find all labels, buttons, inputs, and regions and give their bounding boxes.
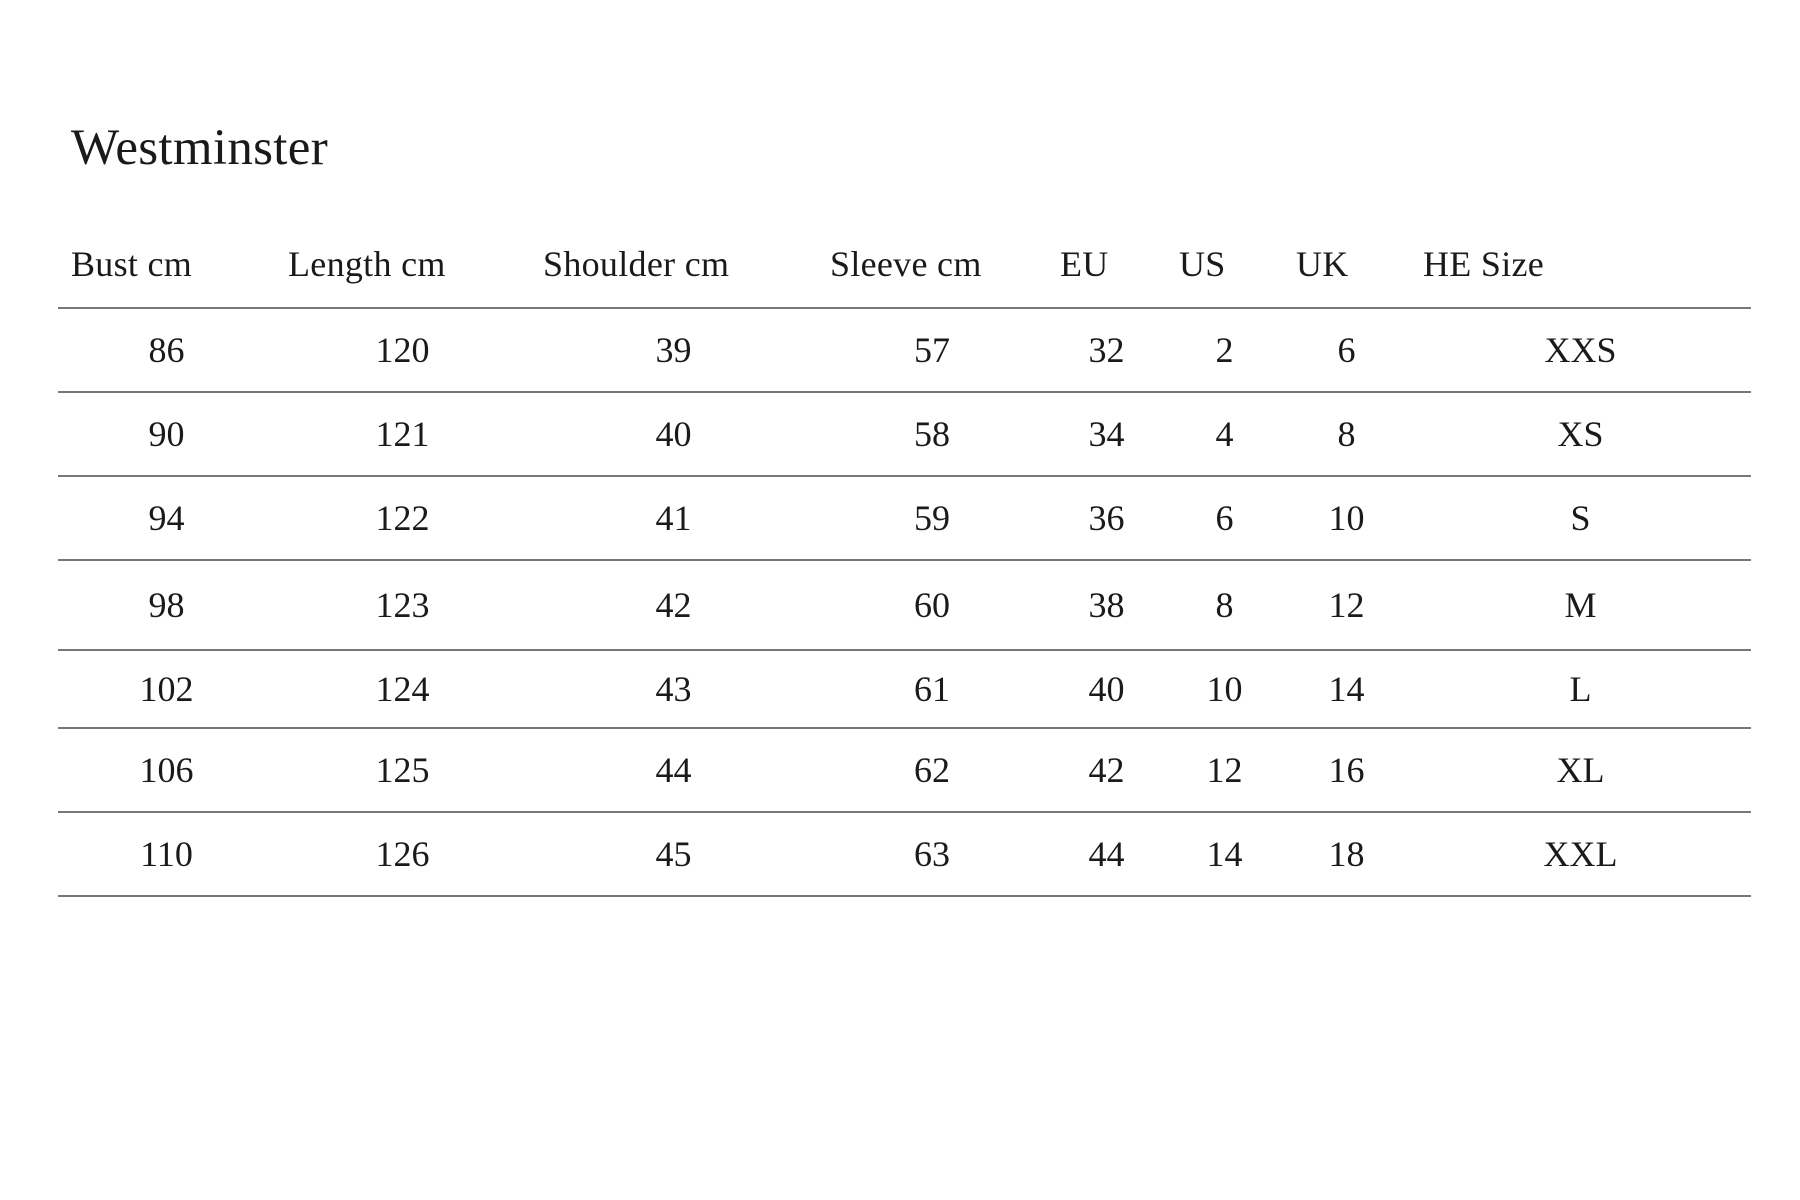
table-row [58,728,1751,812]
table-row [58,560,1751,650]
cell-eu: 38 [1047,560,1166,650]
cell-us: 12 [1166,728,1283,812]
cell-sleeve: 62 [817,728,1047,812]
cell-bust: 110 [58,812,275,896]
cell-bust: 102 [58,650,275,728]
cell-shoulder: 42 [530,560,817,650]
cell-he-size: L [1410,650,1751,728]
cell-eu: 40 [1047,650,1166,728]
column-header-us: US [1166,220,1283,308]
column-header-he-size: HE Size [1410,220,1751,308]
cell-he-size: S [1410,476,1751,560]
cell-he-size: XXS [1410,308,1751,392]
cell-sleeve: 60 [817,560,1047,650]
cell-sleeve: 57 [817,308,1047,392]
size-chart-table [58,220,1751,897]
cell-length: 124 [275,650,530,728]
cell-uk: 12 [1283,560,1410,650]
cell-uk: 10 [1283,476,1410,560]
cell-shoulder: 40 [530,392,817,476]
cell-he-size: XXL [1410,812,1751,896]
column-header-bust: Bust cm [58,220,275,308]
cell-shoulder: 45 [530,812,817,896]
cell-sleeve: 59 [817,476,1047,560]
table-row [58,476,1751,560]
cell-uk: 14 [1283,650,1410,728]
cell-bust: 106 [58,728,275,812]
cell-he-size: XS [1410,392,1751,476]
table-header-row [58,220,1751,308]
cell-length: 120 [275,308,530,392]
column-header-eu: EU [1047,220,1166,308]
cell-eu: 42 [1047,728,1166,812]
cell-us: 10 [1166,650,1283,728]
cell-uk: 8 [1283,392,1410,476]
cell-eu: 44 [1047,812,1166,896]
cell-eu: 34 [1047,392,1166,476]
cell-uk: 6 [1283,308,1410,392]
column-header-shoulder: Shoulder cm [530,220,817,308]
cell-he-size: M [1410,560,1751,650]
cell-us: 6 [1166,476,1283,560]
cell-shoulder: 41 [530,476,817,560]
cell-uk: 18 [1283,812,1410,896]
cell-length: 122 [275,476,530,560]
cell-us: 8 [1166,560,1283,650]
cell-length: 121 [275,392,530,476]
cell-us: 4 [1166,392,1283,476]
table-row [58,812,1751,896]
cell-shoulder: 43 [530,650,817,728]
cell-length: 125 [275,728,530,812]
table-row [58,308,1751,392]
cell-us: 2 [1166,308,1283,392]
column-header-sleeve: Sleeve cm [817,220,1047,308]
page-title: Westminster [71,120,328,176]
cell-uk: 16 [1283,728,1410,812]
cell-us: 14 [1166,812,1283,896]
table-row [58,650,1751,728]
cell-he-size: XL [1410,728,1751,812]
cell-sleeve: 61 [817,650,1047,728]
cell-sleeve: 63 [817,812,1047,896]
cell-eu: 32 [1047,308,1166,392]
table-row [58,392,1751,476]
cell-bust: 86 [58,308,275,392]
cell-eu: 36 [1047,476,1166,560]
cell-bust: 98 [58,560,275,650]
cell-shoulder: 44 [530,728,817,812]
column-header-length: Length cm [275,220,530,308]
cell-shoulder: 39 [530,308,817,392]
column-header-uk: UK [1283,220,1410,308]
cell-length: 123 [275,560,530,650]
cell-sleeve: 58 [817,392,1047,476]
cell-bust: 94 [58,476,275,560]
cell-bust: 90 [58,392,275,476]
cell-length: 126 [275,812,530,896]
